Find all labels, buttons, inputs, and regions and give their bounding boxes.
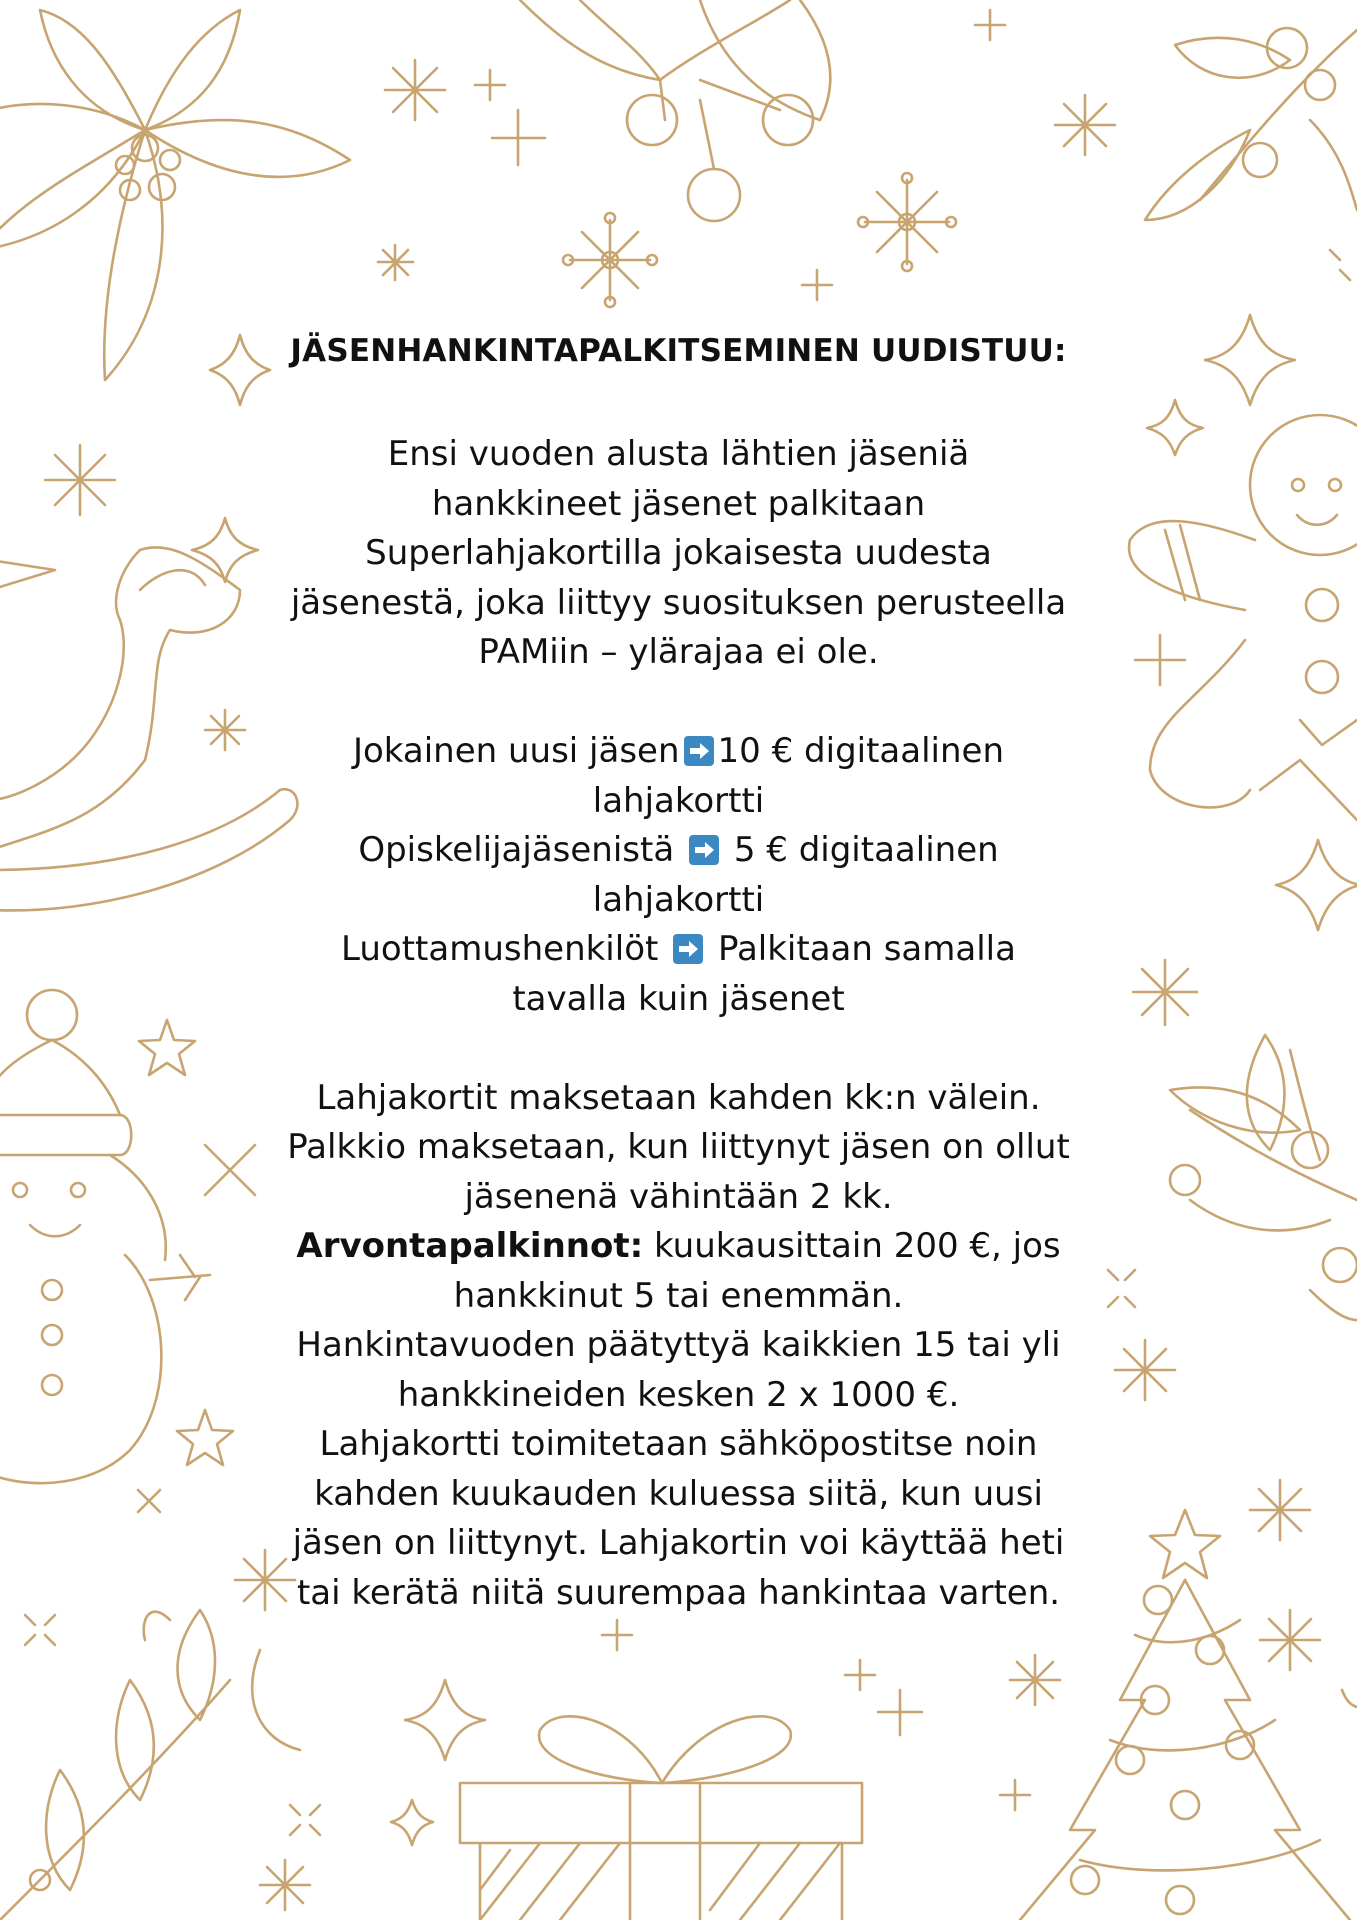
reward-student <box>200 826 1157 876</box>
announcement-content <box>200 320 1157 1668</box>
snowman-icon <box>0 990 210 1483</box>
reward-trustee-cont: tavalla kuin jäsenet <box>512 978 845 1019</box>
text-line: kahden kuukauden kuluessa siitä, kun uusi <box>314 1473 1043 1514</box>
page-title: JÄSENHANKINTAPALKITSEMINEN UUDISTUU: <box>290 333 1067 369</box>
text-line: hankkineiden kesken 2 x 1000 €. <box>397 1374 960 1415</box>
snowflake-icon <box>858 173 956 271</box>
text-line: hankkinut 5 tai enemmän. <box>453 1275 904 1316</box>
reward-student-value: 5 € digitaalinen <box>733 830 999 870</box>
reward-trustee <box>200 925 1157 975</box>
reward-member-value: 10 € digitaalinen <box>717 731 1005 771</box>
text-line: jäsenestä, joka liittyy suosituksen perusteella <box>290 582 1067 623</box>
details-paragraph <box>200 1074 1157 1619</box>
text-line: Ensi vuoden alusta lähtien jäseniä <box>387 434 970 474</box>
intro-paragraph <box>200 430 1157 678</box>
lottery-text: kuukausittain 200 €, jos <box>654 1226 1061 1266</box>
reward-member-cont: lahjakortti <box>592 780 765 821</box>
gift-icon <box>460 1716 862 1920</box>
reward-trustee-value: Palkitaan samalla <box>717 929 1016 969</box>
reward-student-cont: lahjakortti <box>592 879 765 920</box>
right-arrow-icon <box>684 736 714 766</box>
text-line: hankkineet jäsenet palkitaan <box>431 483 926 524</box>
right-arrow-icon <box>673 934 703 964</box>
mistletoe-icon <box>1170 1035 1357 1320</box>
gingerbread-icon <box>1129 415 1357 820</box>
text-line: jäsen on liittynyt. Lahjakortin voi käyttää heti <box>292 1523 1065 1563</box>
snowflake-icon <box>563 213 657 307</box>
reward-student-label: Opiskelijajäsenistä <box>358 830 675 870</box>
text-line: Lahjakortti toimitetaan sähköpostitse noin <box>319 1424 1038 1464</box>
lottery-line <box>200 1222 1157 1272</box>
text-line: Hankintavuoden päätyttyä kaikkien 15 tai yli <box>296 1325 1061 1365</box>
text-line: jäsenenä vähintään 2 kk. <box>464 1176 893 1217</box>
text-line: PAMiin – ylärajaa ei ole. <box>478 632 879 672</box>
text-line: Lahjakortit maksetaan kahden kk:n välein. <box>316 1077 1041 1118</box>
mistletoe-icon <box>1145 28 1357 220</box>
reward-member <box>200 727 1157 777</box>
text-line: Palkkio maksetaan, kun liittynyt jäsen on ollut <box>287 1127 1070 1167</box>
lottery-label: Arvontapalkinnot: <box>296 1226 644 1266</box>
reward-member-label: Jokainen uusi jäsen <box>352 731 680 771</box>
rewards-list <box>200 727 1157 1024</box>
reward-trustee-label: Luottamushenkilöt <box>341 929 659 969</box>
text-line: tai kerätä niitä suurempaa hankintaa varten. <box>296 1572 1061 1613</box>
right-arrow-icon <box>689 835 719 865</box>
text-line: Superlahjakortilla jokaisesta uudesta <box>365 533 992 573</box>
holly-icon <box>520 0 830 221</box>
